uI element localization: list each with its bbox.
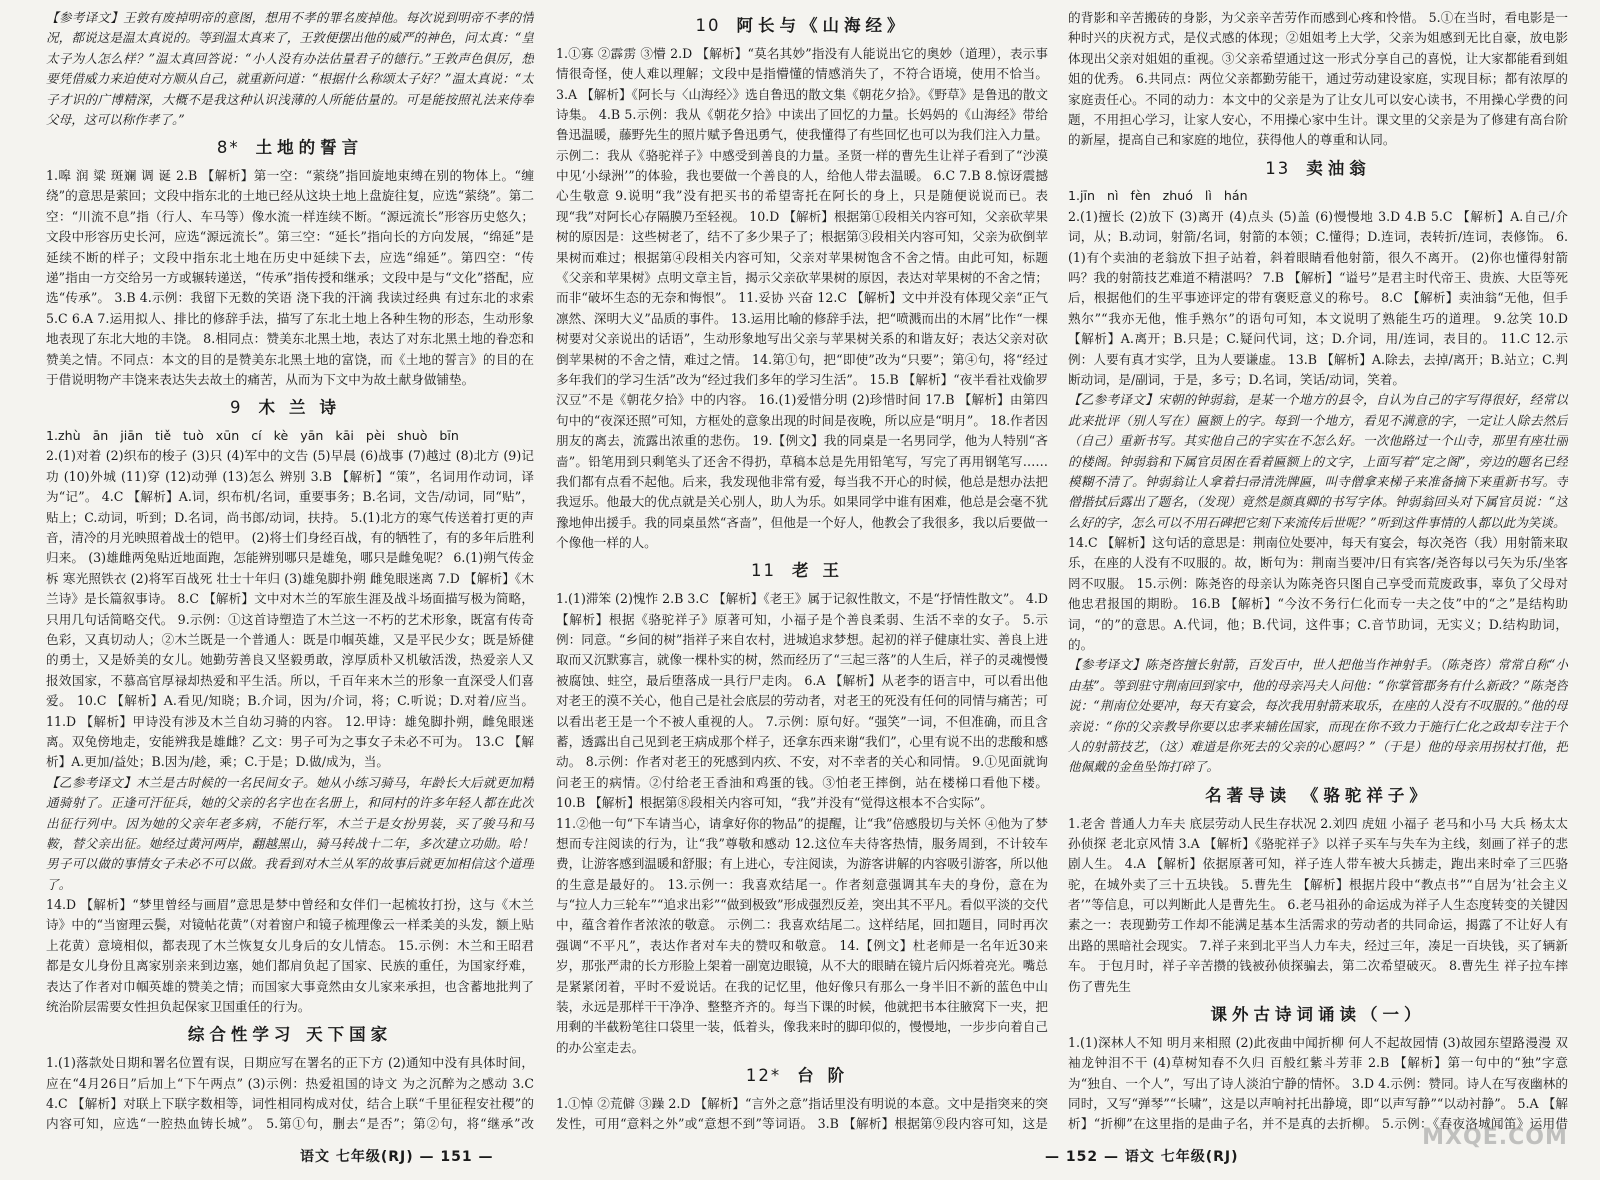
section-number: 10 xyxy=(695,16,721,35)
pinyin-answers: 1.zhù ān jiān tiě tuò xūn cí kè yān kāi pèi shuò bīn xyxy=(46,428,459,444)
page-footer-right: — 152 — 语文 七年级(RJ) xyxy=(1045,1149,1239,1165)
section-heading-11 xyxy=(556,558,1048,585)
section-heading-13 xyxy=(1068,156,1568,183)
section-title: 卖油翁 xyxy=(1306,158,1371,178)
section-title: 土地的誓言 xyxy=(255,138,364,158)
page-footer-left: 语文 七年级(RJ) — 151 — xyxy=(300,1149,494,1165)
watermark-logo: MXQE.COM xyxy=(1422,1125,1568,1150)
section-title: 阿长与《山海经》 xyxy=(736,16,909,35)
reference-translation: 【乙参考译文】木兰是古时候的一名民间女子。她从小练习骑马，年龄长大后就更加精通骑射了。正逢可汗征兵，她的父亲的名字也在名册上，和同村的许多年轻人都在此次出征行列中。因为她的父亲年老多病，不能行军，木兰于是女扮男装，买了骏马和马鞍，替父亲出征。她经过黄河两岸，翻越黑山，骑马转战十二年，多次建立功勋。哈！男子可以做的事情女子未必不可以做。我看到对木兰从军的故事后就更加相信这个道理了。 xyxy=(46,774,534,892)
section-number: 8* xyxy=(216,138,240,158)
column-right xyxy=(1068,8,1568,1138)
section-title: 名著导读 《骆驼祥子》 xyxy=(1205,785,1431,805)
reference-translation: 【参考译文】陈尧咨擅长射箭，百发百中，世人把他当作神射手。（陈尧咨）常常自称“小由基”。等到驻守荆南回到家中，他的母亲冯夫人问他：“你掌管郡务有什么新政？”陈尧咨说：“荆南位处要冲，每天有宴会，每次我用射箭来取乐，在座的人没有不叹服的。”他的母亲说：“你的父亲教导你要以忠孝来辅佐国家，而现在你不致力于施行仁化之政却专注于个人的射箭技艺，（这）难道是你死去的父亲的心愿吗？”（于是）他的母亲用拐杖打他，把他佩戴的金鱼坠饰打碎了。 xyxy=(1068,657,1568,775)
answer-paragraph: 1.(1)滞笨 (2)愧怍 2.B 3.C 【解析】《老王》属于记叙性散文，不是“抒情性散文”。 4.D 【解析】根据《骆驼祥子》原著可知，小福子是个善良柔弱、生活不幸的女子。 5.示例：同意。“乡间的树”指祥子来自农村，进城追求梦想。起初的祥子健康壮实、善良上进取而又沉默寡言，就像一棵朴实的树，然而经历了“三起三落”的人生后，祥子的灵魂慢慢被腐蚀、蛀空，最后堕落成一具行尸走肉。 6.A 【解析】从老李的语言中，可以看出他对老王的漠不关心，他自己是社会底层的劳动者，对老王的死没有任何的同情与痛苦；可以看出老王是一个不被人重视的人。 7.示例：原句好。“强笑”一词，不但准确，而且含蓄，透露出自己见到老王病成那个样子，还拿东西来谢“我们”，心里有说不出的悲酸和感动。 8.示例：作者对老王的死感到内疚、不安，对不幸者的关心和同情。 9.①见面就询问老王的病情。②付给老王香油和鸡蛋的钱。③怕老王摔倒，站在楼梯口看他下楼。 10.B 【解析】根据第⑧段相关内容可知，“我”并没有“觉得这根本不合实际”。 xyxy=(556,591,1048,811)
reference-translation: 【参考译文】王敦有废掉明帝的意图，想用不孝的罪名废掉他。每次说到明帝不孝的情况，都说这是温太真说的。等到温太真来了，王敦便摆出他的威严的神色，问太真：“皇太子为人怎么样？”温太真回答说：“小人没有办法估量君子的德行。”王敦声色俱厉，想要凭借威力来迫使对方顺从自己，就重新问道：“根据什么称颂太子好？”温太真说：“太子才识的广博精深，大概不是我这种认识浅薄的人所能估量的。可是能按照礼法来侍奉父母，这可以称作孝了。” xyxy=(46,10,534,127)
answer-paragraph: 2.(1)对着 (2)织布的梭子 (3)只 (4)军中的文告 (5)早晨 (6)战事 (7)越过 (8)北方 (9)记功 (10)外城 (11)穿 (12)动弹 (13)怎么 辨别 3.B 【解析】“策”，名词用作动词，译为“记”。 4.C 【解析】A.词，织布机/名词，重要事务；B.名词，文告/动词，同“贴”，贴上；C.动词，听到；D.名词，尚书郎/动词，扶持。 5.(1)北方的寒气传送着打更的声音，清冷的月光映照着战士的铠甲。 (2)将士们身经百战，有的牺牲了，有的多年后胜利归来。 (3)雄雌两兔贴近地面跑，怎能辨别哪只是雄兔，哪只是雌兔呢？ 6.(1)朔气传金柝 寒光照铁衣 (2)将军百战死 壮士十年归 (3)雄兔脚扑朔 雌兔眼迷离 7.D 【解析】《木兰诗》是长篇叙事诗。 8.C 【解析】文中对木兰的军旅生涯及战斗场面描写极为简略，只用几句话简略交代。 9.示例：①这首诗塑造了木兰这一不朽的艺术形象，既富有传奇色彩，又真切动人；②木兰既是一个普通人：既是巾帼英雄，又是平民少女；既是矫健的勇士，又是娇美的女儿。她勤劳善良又坚毅勇敢，淳厚质朴又机敏活泼，热爱亲人又报效国家，不慕高官厚禄却热爱和平生活。所以，千百年来木兰的形象一直深受人们喜爱。 10.C 【解析】A.看见/知晓；B.介词，因为/介词，将；C.听说；D.对着/应当。 11.D 【解析】甲诗没有涉及木兰自幼习骑的内容。 12.甲诗：雄兔脚扑朔，雌兔眼迷离。双兔傍地走，安能辨我是雄雌？乙文：男子可为之事女子未必不可为。 13.C 【解析】A.更加/益处；B.因为/趁，乘；C.于是；D.做/成为，当。 xyxy=(46,448,534,770)
pinyin-answers: 1.jīn nì fèn zhuó lì hán xyxy=(1068,188,1248,204)
section-title: 台阶 xyxy=(797,1066,859,1086)
answer-paragraph: 的背影和辛苦搬砖的身影，为父亲辛苦劳作而感到心疼和怜惜。 5.①在当时，看电影是一种时兴的庆祝方式，是仪式感的体现；②姐姐考上大学，父亲为姐感到无比自豪，放电影体现出父亲对姐姐的重视。③父亲希望通过这一形式分享自己的喜悦，让大家都能看到姐姐的优秀。 6.共同点：两位父亲都勤劳能干，通过劳动建设家庭，实现目标；都有浓厚的家庭责任心。不同的动力：本文中的父亲是为了让女儿可以安心读书，不用操心学费的问题，不用担心学习，让家人安心，不用操心家中生计。课文里的父亲是为了修建有高台阶的新屋，提高自己和家庭的地位，获得他人的尊重和认同。 xyxy=(1068,10,1568,148)
section-heading-classic-reading xyxy=(1068,783,1568,810)
section-heading-9 xyxy=(46,395,534,422)
reference-translation: 【乙参考译文】宋朝的钟弱翁，是某一个地方的县令，自认为自己的字写得很好，经常以此来批评（别人写在）匾额上的字。每到一个地方，看见不满意的字，一定让人除去然后（自己）重新书写。其实他自己的字实在不怎么好。一次他路过一个山寺，那里有座壮丽的楼阁。钟弱翁和下属官员困在看着匾额上的文字，上面写着“定之阁”，旁边的题名已经模糊不清了。钟弱翁让人拿着扫帚清洗牌匾，叫寺僧拿来梯子来准备摘下来重新书写。寺僧揩拭后露出了题名，（发现）竟然是颜真卿的书写字体。钟弱翁回头对下属官员说：“这么好的字，怎么可以不用石碑把它刻下来流传后世呢？”听到这件事情的人都以此为笑谈。 xyxy=(1068,392,1568,530)
answer-paragraph: 1.嗥 润 粱 斑斓 调 诞 2.B 【解析】第一空：“萦绕”指回旋地束缚在别的物体上。“缠绕”的意思是萦回；文段中指东北的土地已经从这块土地上盘旋往复，应选“萦绕”。第二空：“川流不息”指（行人、车马等）像水流一样连续不断。“源远流长”形容历史悠久；文段中形容历史长河，应选“源远流长”。第三空：“延长”指向长的方向发展，“绵延”是延续不断的样子；文段中指东北土地在历史中延续下去，应选“绵延”。第四空：“传递”指由一方交给另一方或辗转递送，“传承”指传授和继承；文段中是与“文化”搭配，应选“传承”。 3.B 4.示例：我留下无数的笑语 浇下我的汗滴 我读过经典 有过东北的求索 5.C 6.A 7.运用拟人、排比的修辞手法，描写了东北土地上各种生物的形态，生动形象地表现了东北大地的丰饶。 8.相同点：赞美东北黑土地，表达了对东北黑土地的眷恋和赞美之情。不同点：本文的目的是赞美东北黑土地的富饶，而《土地的誓言》的目的在于借说明物产丰饶来表达失去故土的痛苦，从而为下文中为故土献身做铺垫。 xyxy=(46,168,534,387)
section-number: 13 xyxy=(1265,158,1291,178)
section-heading-8 xyxy=(46,135,534,162)
section-number: 12* xyxy=(745,1066,782,1086)
answer-paragraph: 1.①寡 ②霹雳 ③懵 2.D 【解析】“莫名其妙”指没有人能说出它的奥妙（道理），表示事情很奇怪，使人难以理解；文段中是指懵懂的情感消失了，不符合语境，使用不恰当。 3.A 【解析】《阿长与〈山海经〉》选自鲁迅的散文集《朝花夕拾》。《野草》是鲁迅的散文诗集。 4.B 5.示例：我从《朝花夕拾》中读出了回忆的力量。长妈妈的《山海经》带给鲁迅温暖，藤野先生的照片赋予鲁迅勇气，使我懂得了有些回忆也可以为我们注入力量。 示例二：我从《骆驼祥子》中感受到善良的力量。圣贤一样的曹先生让祥子看到了“沙漠中见‘小绿洲’”的体验，我也要做一个善良的人，给他人带去温暖。 6.C 7.B 8.惊讶震撼 心生敬意 9.说明“我”没有把买书的希望寄托在阿长的身上，只是随便说说而已。表现“我”对阿长心存隔膜乃至轻视。 10.D 【解析】根据第①段相关内容可知，父亲砍苹果树的原因是：这些树老了，结不了多少果子了；根据第③段相关内容可知，父亲为砍倒苹果树而难过；根据第④段相关内容可知，父亲对苹果树饱含不舍之情。由此可知，标题《父亲和苹果树》点明文章主旨，揭示父亲砍苹果树的原因，表达对苹果树的不舍之情；而非“破坏生态的无奈和悔恨”。 11.妥协 兴奋 12.C 【解析】文中并没有体现父亲“正气凛然、深明大义”品质的事件。 13.运用比喻的修辞手法，把“喷溅而出的木屑”比作“一棵树要对父亲说出的话语”，生动形象地写出父亲与苹果树关系的和谐友好；表达父亲对砍倒苹果树的不舍之情，难过之情。 14.第①句，把“即使”改为“只要”；第④句，将“经过多年我们的学习生活”改为“经过我们多年的学习生活”。 15.B 【解析】“夜半看社戏偷罗汉豆”不是《朝花夕拾》中的内容。 16.(1)爱惜分明 (2)珍惜时间 17.B 【解析】由第四句中的“夜深还照”可知，方框处的意象出现的时间是夜晚，所以应是“明月”。 18.作者因朋友的离去，流露出浓重的悲伤。 19.【例文】我的同桌是一名男同学，他为人特别“吝啬”。铅笔用到只剩笔头了还舍不得扔，草稿本总是先用铅笔写，写完了再用钢笔写……我们都有点看不起他。后来，我发现他非常有爱，每当我不开心的时候，他总是想办法把我逗乐。他最大的优点就是关心别人，助人为乐。如果同学中谁有困难，他总是会毫不犹豫地伸出援手。我的同桌虽然“吝啬”，但他是一个好人，他教会了我很多，我以后要做一个像他一样的人。 xyxy=(556,45,1048,551)
section-heading-10 xyxy=(556,13,1048,40)
answer-paragraph: 2.(1)擅长 (2)放下 (3)离开 (4)点头 (5)盖 (6)慢慢地 3.D 4.B 5.C 【解析】A.自己/介词，从；B.动词，射箭/名词，射箭的本领；C.懂得；D.连词，表转折/连词，表修饰。 6.(1)有个卖油的老翁放下担子站着，斜着眼睛看他射箭，很久不离开。 (2)你也懂得射箭吗？我的射箭技艺难道不精湛吗？ 7.B 【解析】“谥号”是君主时代帝王、贵族、大臣等死后，根据他们的生平事迹评定的带有褒贬意义的称号。 8.C 【解析】卖油翁“无他，但手熟尔”“我亦无他，惟手熟尔”的语句可知，本文说明了熟能生巧的道理。 9.忿笑 10.D 【解析】A.离开；B.只是；C.疑问代词，这；D.介词，用/连词，表目的。 11.C 12.示例：人要有真才实学，且为人要谦虚。 13.B 【解析】A.除去，去掉/离开；B.站立；C.判断动词，是/副词，于是，多亏；D.名词，笑话/动词，笑着。 xyxy=(1068,208,1568,387)
section-heading-extra-poems xyxy=(1068,1002,1568,1029)
answer-paragraph: 11.②他一句“下车请当心，请拿好你的物品”的提醒，让“我”倍感殷切与关怀 ④他为了梦想而专注阅读的行为，让“我”尊敬和感动 12.这位车夫待客热情，服务周到，不计较车费，让游客感到温暖和舒服；有上进心，专注阅读，为游客讲解的内容吸引游客，所以他的生意是最好的。 13.示例一：我喜欢结尾一。作者刻意强调其车夫的身份，意在为与“拉人力三轮车”“追求出彩”“做到极致”形成强烈反差，突出其不平凡。看似平淡的交代中，蕴含着作者浓浓的敬意。 示例二：我喜欢结尾二。这样结尾，回扣题目，同时再次强调“不平凡”，表达作者对车夫的赞叹和敬意。 14.【例文】杜老师是一名年近30来岁，那张严肃的长方形脸上架着一副宽边眼镜，从不大的眼睛在镜片后闪烁着亮光。嘴总是紧紧闭着，平时不爱说话。在我的记忆里，他好像只有那么一身半旧不新的蓝色中山装，永远是那样干干净净、整整齐齐的。每当下课的时候，他就把书本往腋窝下一夹，把用剩的半截粉笔往口袋里一装，低着头，像我来时的脚印似的，慢慢地，一步步向着自己的办公室走去。 xyxy=(556,815,1048,1055)
section-heading-12 xyxy=(556,1063,1048,1090)
section-title: 综合性学习 天下国家 xyxy=(187,1025,393,1045)
answer-paragraph: 1.老舍 普通人力车夫 底层劳动人民生存状况 2.刘四 虎妞 小福子 老马和小马 大兵 杨太太 孙侦探 老北京风情 3.A 【解析】《骆驼祥子》以祥子买车与失车为主线，刻画了祥子的悲剧人生。 4.A 【解析】依据原著可知，祥子连人带车被大兵掳走，跑出来时牵了三匹骆驼，在城外卖了三十五块钱。 5.曹先生 【解析】根据片段中“教点书”“自居为‘社会主义者’”等信息，可以判断此人是曹先生。 6.老马祖孙的命运成为祥子人生态度转变的关键因素之一：表现勤劳工作却不能满足基本生活需求的劳动者的共同命运，揭露了不让好人有出路的黑暗社会现实。 7.祥子来到北平当人力车夫，经过三年，凑足一百块钱，买了辆新车。 于包月时，祥子辛苦攒的钱被孙侦探骗去，第二次希望破灭。 8.曹先生 祥子拉车摔伤了曹先生 xyxy=(1068,815,1568,994)
section-number: 11 xyxy=(751,561,776,581)
answer-paragraph: 1.(1)深林人不知 明月来相照 (2)此夜曲中闻折柳 何人不起故园情 (3)故园东望路漫漫 双袖龙钟泪不干 (4)草树知春不久归 百般红紫斗芳菲 2.B 【解析】第一句中的“独”字意为“独自、一个人”，写出了诗人淡泊宁静的情怀。 3.D 4.示例：赞同。诗人在写夜幽林的同时，又写“弹琴”“长啸”，这是以声响衬托出静境，即“以声写静”“以动衬静”。 5.A 【解析】“折柳”在这里指的是曲子名，并不是真的去折柳。 5.示例：《春夜洛城闻笛》运用借 xyxy=(1068,1034,1568,1132)
answer-paragraph: 1.①悼 ②荒僻 ③躁 2.D 【解析】“言外之意”指话里没有明说的本意。文中是指突来的突发性，可用“意料之外”或“意想不到”等词语。 3.B 【解析】根据第⑨段内容可知，这是 xyxy=(556,1095,1048,1132)
column-middle xyxy=(556,8,1048,1138)
section-title: 课外古诗词诵读（一） xyxy=(1210,1005,1426,1025)
section-title: 老王 xyxy=(792,561,853,581)
answer-paragraph: 14.C 【解析】这句话的意思是：荆南位处要冲，每天有宴会，每次尧咨（我）用射箭来取乐，在座的人没有不叹服的。故，断句为：荆南当要冲/日有宾客/尧咨每以弓矢为乐/坐客罔不叹服。 15.示例：陈尧咨的母亲认为陈尧咨只图自己享受而荒废政事，辜负了父母对他忠君报国的期盼。 16.B 【解析】“今汝不务行仁化而专一夫之伎”中的“之”是结构助词，“的”的意思。A.代词，他；B.代词，这件事；C.音节助词，无实义；D.结构助词，的。 xyxy=(1068,535,1568,653)
section-heading-comprehensive xyxy=(46,1022,534,1049)
answer-paragraph: 1.(1)落款处日期和署名位置有误，日期应写在署名的正下方 (2)通知中没有具体时间，应在“4月26日”后加上“下午两点” (3)示例：热爱祖国的诗文 为之沉醉为之感动 3.C 4.C 【解析】对联上下联字数相等，词性相同构成对仗，结合上联“千里征程安社稷”的内容可知，应选“一腔热血铸长城”。 5.第①句，删去“是否”；第②句，将“继承”改 xyxy=(46,1055,534,1132)
answer-paragraph: 14.D 【解析】“梦里曾经与画眉”意思是梦中曾经和女伴们一起梳妆打扮，这与《木兰诗》中的“当窗理云鬓，对镜帖花黄”（对着窗户和镜子梳理像云一样柔美的头发，额上贴上花黄）意境相似，都表现了木兰恢复女儿身后的女儿情态。 15.示例：木兰和王昭君都是女儿身份且离家别亲来到边塞，她们都肩负起了国家、民族的重任，为国家纾难，表达了作者对巾帼英雄的赞美之情；而国家大事竟然由女儿家来承担，也含蓄地批判了统治阶层需要女性担负起保家卫国重任的行为。 xyxy=(46,897,534,1015)
section-title: 木兰诗 xyxy=(258,398,350,418)
section-number: 9 xyxy=(230,398,243,418)
column-left xyxy=(46,8,534,1138)
